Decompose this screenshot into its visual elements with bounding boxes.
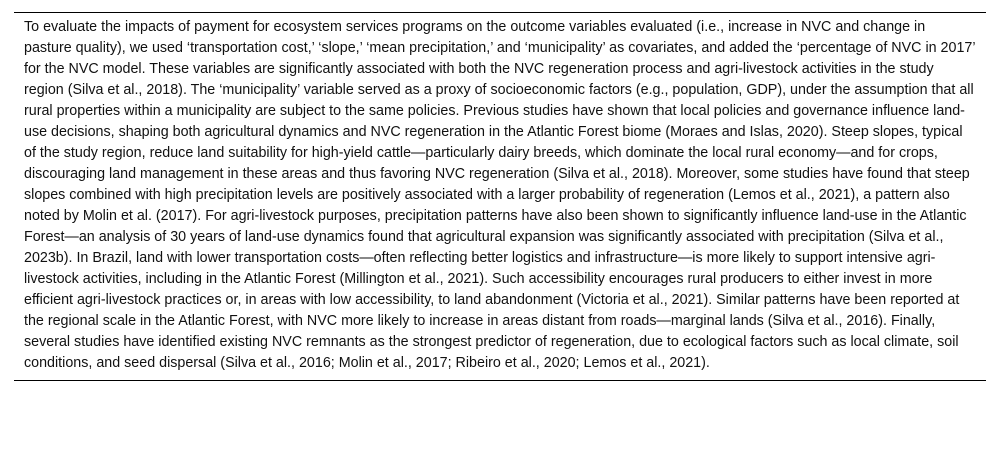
body-paragraph: To evaluate the impacts of payment for ecosystem services programs on the outcome variables evaluated (i.e., increase in NVC and change in pasture quality), we used ‘transportation cost,’ ‘slope,’ ‘mean precipitation,’ and ‘municipality’ as covariates, and added the ‘percentage of NVC in 2017’ for the NVC model. These variables are significantly associated with both the NVC regeneration process and agri-livestock activities in the study region (Silva et al., 2018). The ‘municipality’ variable served as a proxy of socioeconomic factors (e.g., population, GDP), under the assumption that all rural properties within a municipality are subject to the same policies. Previous studies have shown that local policies and governance influence land-use decisions, shaping both agricultural dynamics and NVC regeneration in the Atlantic Forest biome (Moraes and Islas, 2020). Steep slopes, typical of the study region, reduce land suitability for high-yield cattle—particularly dairy breeds, which dominate the local rural economy—and for crops, discouraging land management in these areas and thus favoring NVC regeneration (Silva et al., 2018). Moreover, some studies have found that steep slopes combined with high precipitation levels are positively associated with a larger probability of regeneration (Lemos et al., 2021), a pattern also noted by Molin et al. (2017). For agri-livestock purposes, precipitation patterns have also been shown to significantly influence land-use in the Atlantic Forest—an analysis of 30 years of land-use dynamics found that agricultural expansion was significantly associated with precipitation (Silva et al., 2023b). In Brazil, land with lower transportation costs—often reflecting better logistics and infrastructure—is more likely to support intensive agri-livestock activities, including in the Atlantic Forest (Millington et al., 2021). Such accessibility encourages rural producers to either invest in more efficient agri-livestock practices or, in areas with low accessibility, to land abandonment (Victoria et al., 2021). Similar patterns have been reported at the regional scale in the Atlantic Forest, with NVC more likely to increase in areas distant from roads—marginal lands (Silva et al., 2016). Finally, several studies have identified existing NVC remnants as the strongest predictor of regeneration, due to ecological factors such as local climate, soil conditions, and seed dispersal (Silva et al., 2016; Molin et al., 2017; Ribeiro et al., 2020; Lemos et al., 2021). xyxy=(24,19,976,371)
text-table-block xyxy=(14,12,986,381)
